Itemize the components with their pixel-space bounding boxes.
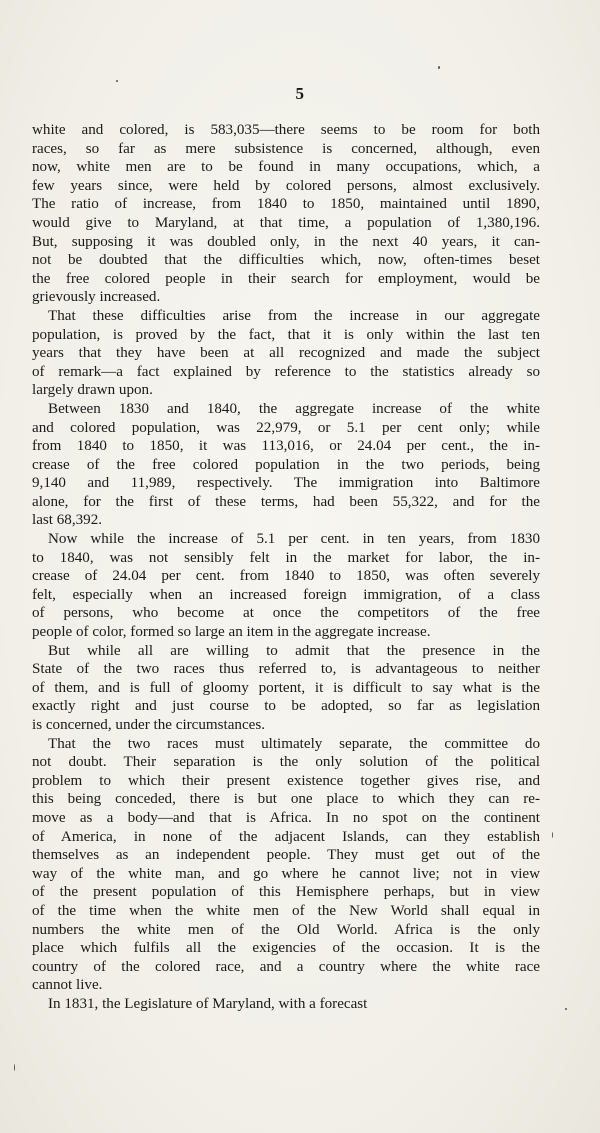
text-line: felt, especially when an increased foreign immigration, of a class bbox=[32, 586, 540, 603]
scan-speck bbox=[116, 80, 118, 82]
scan-speck bbox=[438, 66, 440, 69]
text-line: largely drawn upon. bbox=[32, 382, 153, 399]
text-line: years that they have been at all recognized and made the subject bbox=[32, 345, 540, 362]
text-line: That these difficulties arise from the increase in our aggregate bbox=[48, 307, 540, 324]
text-line: cannot live. bbox=[32, 977, 103, 994]
text-line: of them, and is full of gloomy portent, it is difficult to say what is the bbox=[32, 679, 540, 696]
text-line: population, is proved by the fact, that it is only within the last ten bbox=[32, 326, 540, 343]
text-line: to 1840, was not sensibly felt in the market for labor, the in- bbox=[32, 549, 540, 566]
text-line: The ratio of increase, from 1840 to 1850, maintained until 1890, bbox=[32, 196, 540, 213]
text-line: is concerned, under the circumstances. bbox=[32, 717, 266, 733]
text-line: 9,140 and 11,989, respectively. The immigration into Baltimore bbox=[32, 475, 540, 492]
text-line: of remark—a fact explained by reference to the statistics already so bbox=[32, 363, 540, 380]
text-line: not be doubted that the difficulties which, now, often-times beset bbox=[32, 252, 540, 269]
text-line: few years since, were held by colored persons, almost exclusively. bbox=[32, 177, 540, 194]
text-line: Now while the increase of 5.1 per cent. in ten years, from 1830 bbox=[48, 531, 540, 548]
text-line: of America, in none of the adjacent Islands, can they establish bbox=[32, 828, 540, 845]
text-line: not doubt. Their separation is the only solution of the political bbox=[32, 754, 540, 771]
scan-speck bbox=[14, 1064, 15, 1071]
text-line: the free colored people in their search for employment, would be bbox=[32, 270, 540, 287]
text-line: of persons, who become at once the competitors of the free bbox=[32, 605, 540, 622]
text-line: But while all are willing to admit that the presence in the bbox=[48, 642, 540, 659]
text-line: But, supposing it was doubled only, in the next 40 years, it can- bbox=[32, 233, 540, 250]
text-line: move as a body—and that is Africa. In no spot on the continent bbox=[32, 809, 540, 826]
text-line: State of the two races thus referred to, is advantageous to neither bbox=[32, 661, 540, 678]
text-line: In 1831, the Legislature of Maryland, with a forecast bbox=[48, 995, 368, 1012]
text-line: would give to Maryland, at that time, a population of 1,380,196. bbox=[32, 214, 540, 231]
text-line: white and colored, is 583,035—there seems to be room for both bbox=[32, 122, 540, 138]
text-line: of the time when the white men of the New World shall equal in bbox=[32, 902, 540, 919]
text-line: problem to which their present existence together gives rise, and bbox=[32, 772, 540, 789]
text-line: and colored population, was 22,979, or 5.1 per cent only; while bbox=[32, 419, 540, 436]
text-line: from 1840 to 1850, it was 113,016, or 24.04 per cent., the in- bbox=[32, 438, 540, 455]
text-line: place which fulfils all the exigencies of the occasion. It is the bbox=[32, 940, 540, 957]
text-line: way of the white man, and go where he cannot live; not in view bbox=[32, 865, 540, 882]
text-line: That the two races must ultimately separate, the committee do bbox=[48, 735, 540, 752]
scan-speck bbox=[552, 832, 553, 838]
text-line: numbers the white men of the Old World. Africa is the only bbox=[32, 921, 540, 938]
text-line: now, white men are to be found in many occupations, which, a bbox=[32, 159, 540, 176]
text-line: crease of the free colored population in the two periods, being bbox=[32, 456, 540, 473]
text-line: Between 1830 and 1840, the aggregate increase of the white bbox=[48, 400, 540, 417]
text-line: crease of 24.04 per cent. from 1840 to 1850, was often severely bbox=[32, 568, 540, 585]
text-line: country of the colored race, and a country where the white race bbox=[32, 958, 540, 975]
text-line: alone, for the first of these terms, had been 55,322, and for the bbox=[32, 493, 540, 510]
text-line: exactly right and just course to be adopted, so far as legislation bbox=[32, 698, 540, 715]
text-line: of the present population of this Hemisphere perhaps, but in view bbox=[32, 884, 540, 901]
text-line: last 68,392. bbox=[32, 512, 103, 529]
text-line: races, so far as mere subsistence is concerned, although, even bbox=[32, 140, 540, 157]
text-line: people of color, formed so large an item in the aggregate increase. bbox=[32, 624, 431, 641]
scan-speck bbox=[565, 1008, 567, 1010]
text-line: themselves as an independent people. They must get out of the bbox=[32, 847, 540, 864]
page-number: 5 bbox=[295, 84, 305, 103]
text-line: grievously increased. bbox=[32, 289, 161, 306]
body-text bbox=[32, 121, 540, 1014]
text-line: this being conceded, there is but one place to which they can re- bbox=[32, 791, 540, 808]
